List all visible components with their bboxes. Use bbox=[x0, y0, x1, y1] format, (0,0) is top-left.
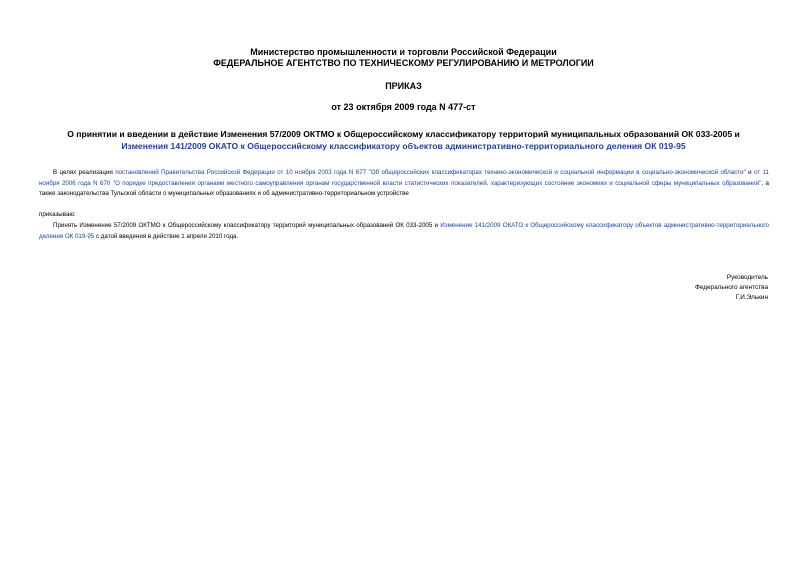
document-title bbox=[20, 128, 787, 152]
order-paragraph bbox=[39, 221, 769, 242]
preamble-suffix: , а также законодательства Тульской области о муниципальных образованиях и об административно-территориальном устройстве bbox=[39, 179, 769, 197]
signature-name: Г.И.Элькин bbox=[735, 294, 768, 301]
preamble-paragraph bbox=[39, 168, 769, 200]
preamble-prefix: В целях реализации bbox=[53, 169, 116, 176]
signature-position: Руководитель bbox=[726, 274, 768, 281]
agency-name: ФЕДЕРАЛЬНОЕ АГЕНТСТВО ПО ТЕХНИЧЕСКОМУ РЕГУЛИРОВАНИЮ И МЕТРОЛОГИИ bbox=[213, 58, 594, 68]
preamble-mid: и bbox=[745, 169, 755, 176]
signature-organization: Федерального агентства bbox=[694, 284, 768, 291]
title-line-1: О принятии и введении в действие Изменения 57/2009 ОКТМО к Общероссийскому классификатору территорий муниципальных образований ОК 033-2005 и bbox=[67, 129, 740, 139]
document-date-number: от 23 октября 2009 года N 477-ст bbox=[331, 102, 476, 112]
link-amendment-141[interactable]: Изменение 141/2009 ОКАТО к Общероссийскому классификатору объектов административно-территориального деления ОК 019-95 bbox=[39, 222, 769, 240]
link-resolution-677[interactable]: постановлений Правительства Российской Федерации от 10 ноября 2003 года N 677 "Об общероссийских классификаторах технико-экономической и социальной информации в социально-экономической области" bbox=[115, 169, 746, 176]
order-suffix: с датой введения в действие 1 апреля 2010 года. bbox=[94, 232, 239, 240]
title-link-amendment-141[interactable]: Изменения 141/2009 ОКАТО к Общероссийскому классификатору объектов административно-территориального деления ОК 019-95 bbox=[121, 141, 686, 151]
order-word: приказываю: bbox=[39, 211, 76, 218]
ministry-name: Министерство промышленности и торговли Российской Федерации bbox=[250, 47, 557, 57]
order-prefix: Принять Изменение 57/2009 ОКТМО к Общероссийскому классификатору территорий муниципальных образований ОК 033-2005 и bbox=[53, 222, 441, 229]
signature-block bbox=[568, 273, 768, 303]
link-resolution-670[interactable]: от 11 ноября 2006 года N 670 "О порядке предоставления органами местного самоуправления органам государственной власти статистических показателей, характеризующих состояние экономики и социальной сферы муниципальных образований" bbox=[39, 169, 769, 187]
document-type: ПРИКАЗ bbox=[385, 81, 422, 91]
